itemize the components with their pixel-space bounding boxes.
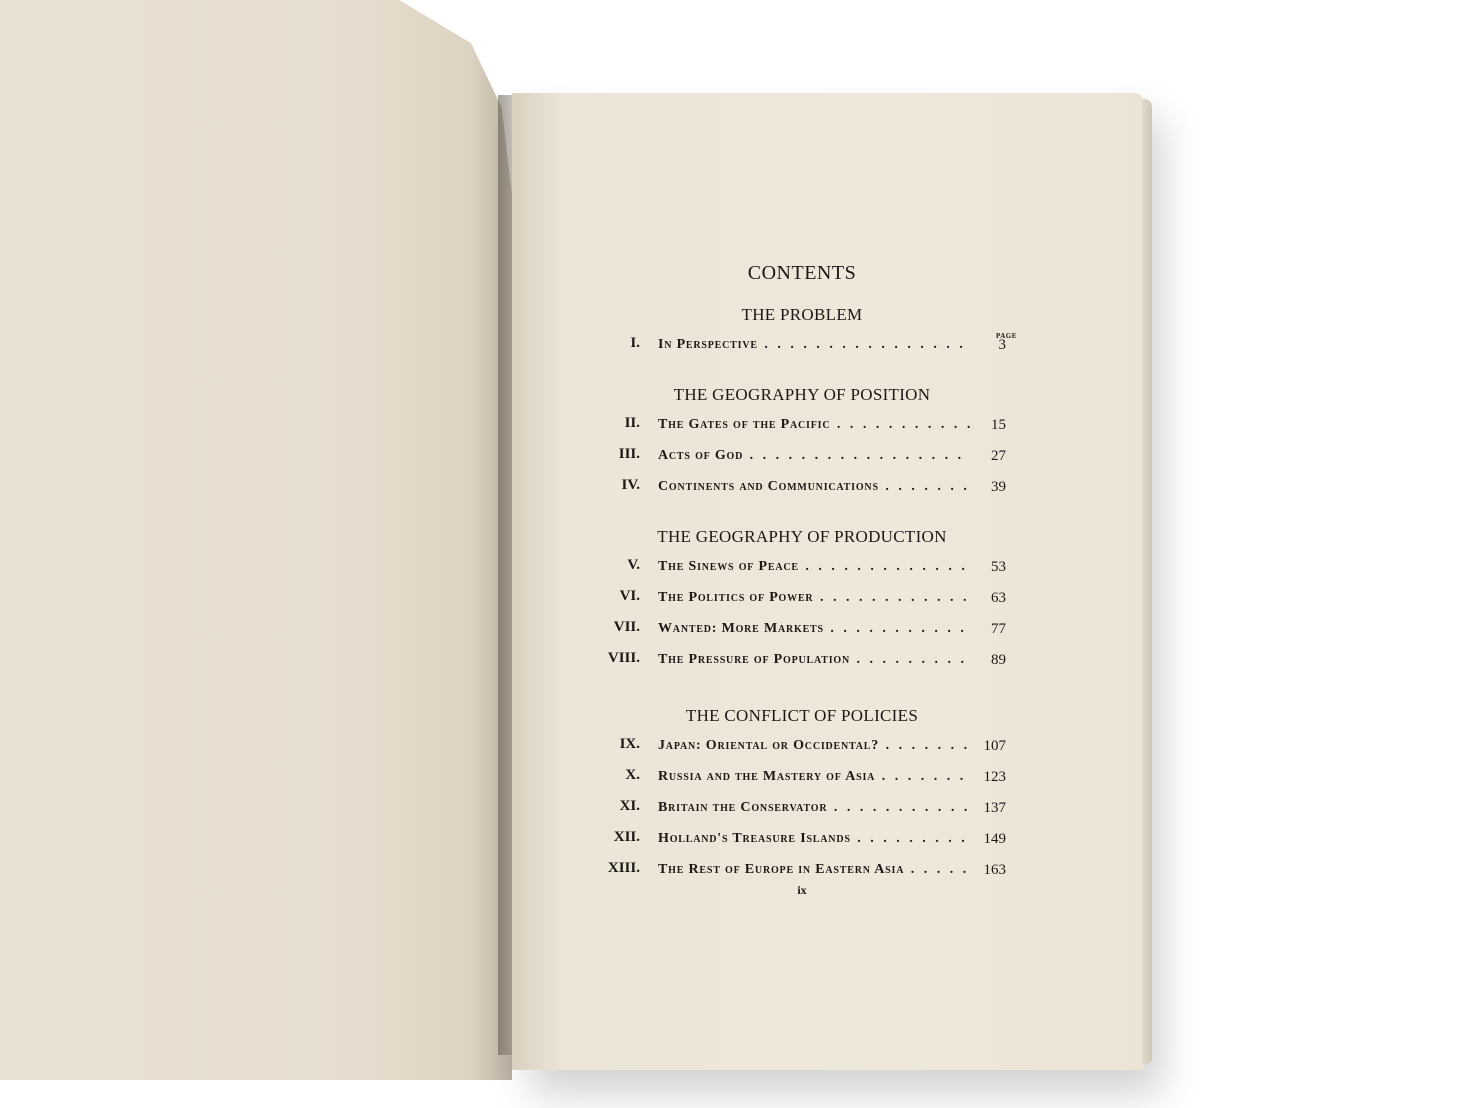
chapter-title: The Politics of Power . . . [658,590,970,606]
chapter-number: II. [624,415,640,431]
toc-entry [582,767,1022,798]
chapter-number: XI. [619,798,640,814]
toc-entry [582,829,1022,860]
chapter-page: 123 [983,769,1006,785]
chapter-title: Russia and the Mastery of Asia . . . [658,769,970,785]
chapter-title: The Sinews of Peace . . . [658,559,970,575]
toc-entry [582,619,1022,650]
toc-entry [582,798,1022,829]
chapter-page: 107 [983,738,1006,754]
chapter-number: X. [625,767,640,783]
toc-entry [582,557,1022,588]
toc-entry [582,446,1022,477]
chapter-number: XII. [613,829,640,845]
chapter-number: IV. [621,477,640,493]
toc-entry [582,588,1022,619]
chapter-title: The Rest of Europe in Eastern Asia . . . [658,862,970,878]
toc-entry [582,860,1022,891]
chapter-number: VIII. [607,650,640,666]
chapter-page: 27 [991,448,1006,464]
chapter-page: 39 [991,479,1006,495]
toc-entry [582,736,1022,767]
chapter-title: Holland's Treasure Islands . . . [658,831,970,847]
chapter-number: III. [618,446,640,462]
chapter-title: Continents and Communications . . . [658,479,970,495]
chapter-page: 53 [991,559,1006,575]
left-page [0,0,512,1080]
chapter-page: 3 [998,337,1006,353]
chapter-page: 149 [983,831,1006,847]
chapter-number: VI. [619,588,640,604]
toc-entry [582,650,1022,681]
page-column-label: PAGE [996,332,1017,340]
toc-entry [582,477,1022,508]
chapter-number: XIII. [607,860,640,876]
chapter-page: 89 [991,652,1006,668]
chapter-title: The Gates of the Pacific . . . [658,417,970,433]
section-title: THE GEOGRAPHY OF POSITION [673,385,931,404]
contents-heading: CONTENTS [747,262,857,284]
section-title: THE GEOGRAPHY OF PRODUCTION [657,527,947,546]
chapter-number: I. [630,335,640,351]
section-title: THE PROBLEM [741,305,863,324]
toc-entry [582,415,1022,446]
chapter-title: The Pressure of Population . . . [658,652,970,668]
chapter-number: V. [627,557,640,573]
chapter-page: 15 [991,417,1006,433]
chapter-title: Acts of God . . . [658,448,970,464]
chapter-page: 63 [991,590,1006,606]
page-folio: ix [797,883,807,897]
chapter-page: 163 [983,862,1006,878]
chapter-title: Wanted: More Markets . . . [658,621,970,637]
section-title: THE CONFLICT OF POLICIES [685,706,919,725]
toc-entry [582,335,1022,366]
chapter-number: IX. [619,736,640,752]
chapter-title: In Perspective . . . [658,337,970,353]
chapter-title: Japan: Oriental or Occidental? . . . [658,738,970,754]
chapter-page: 137 [983,800,1006,816]
table-of-contents [582,262,1022,898]
chapter-number: VII. [613,619,640,635]
chapter-page: 77 [991,621,1006,637]
chapter-title: Britain the Conservator . . . [658,800,970,816]
